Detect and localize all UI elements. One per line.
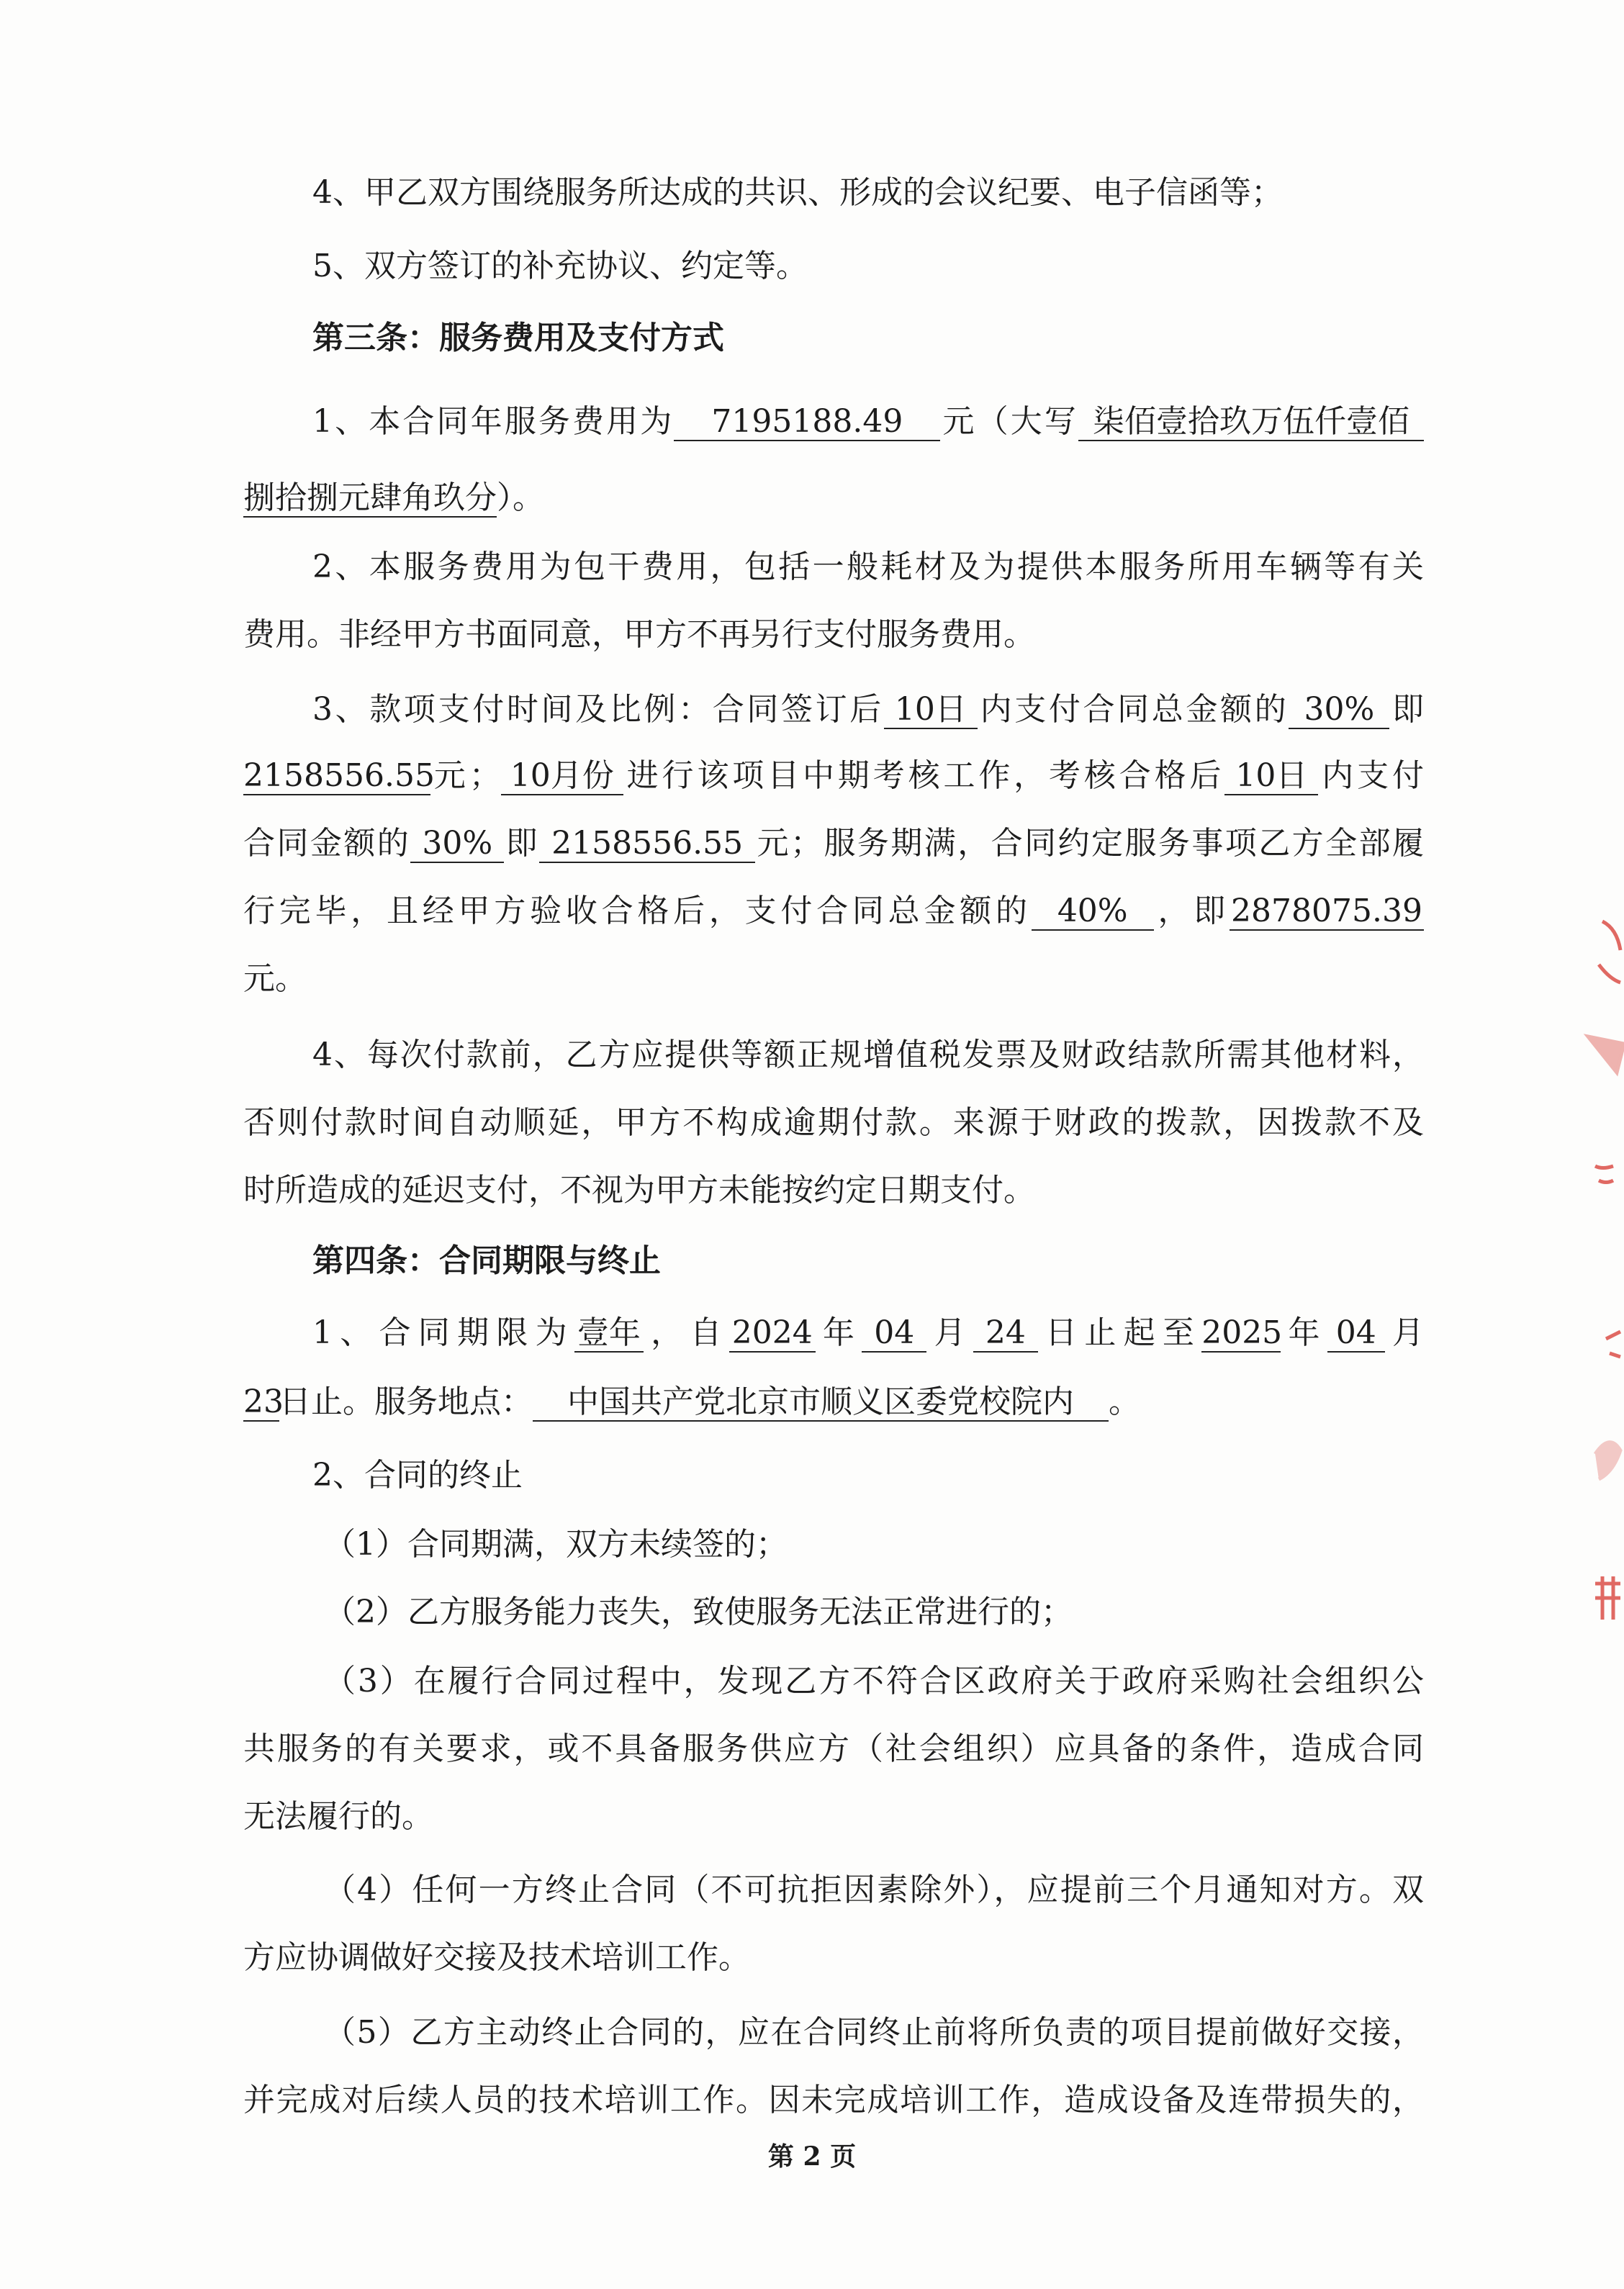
- start-month: 04: [862, 1315, 926, 1353]
- clause-text: 1、本合同年服务费用为 7195188.49 元（大写 柒佰壹拾玖万伍仟壹佰: [312, 400, 1424, 443]
- fee-chinese: 柒佰壹拾玖万伍仟壹佰: [1078, 404, 1424, 441]
- clause-text: 行完毕，且经甲方验收合格后，支付合同总金额的 40% ，即2878075.39: [243, 890, 1424, 933]
- clause-text: 无法履行的。: [243, 1798, 433, 1835]
- fee-chinese: 捌拾捌元肆角玖分: [243, 479, 497, 516]
- payment-amount: 2158556.55: [243, 757, 435, 794]
- clause-text: 4、甲乙双方围绕服务所达成的共识、形成的会议纪要、电子信函等；: [312, 174, 1283, 211]
- payment-percent: 30%: [410, 826, 504, 863]
- clause-text: （5）乙方主动终止合同的，应在合同终止前将所负责的项目提前做好交接，: [324, 2014, 1424, 2051]
- payment-days: 10日: [1224, 758, 1318, 795]
- payment-percent: 30%: [1289, 692, 1389, 729]
- article-heading: 第三条：服务费用及支付方式: [312, 320, 724, 356]
- page-number: 第 2 页: [767, 2141, 857, 2172]
- clause-text: 5、双方签订的补充协议、约定等。: [312, 248, 808, 284]
- clause-text: 否则付款时间自动顺延，甲方不构成逾期付款。来源于财政的拨款，因拨款不及: [243, 1104, 1424, 1141]
- clause-text: 时所造成的延迟支付，不视为甲方未能按约定日期支付。: [243, 1172, 1035, 1209]
- clause-text: 2158556.55元； 10月份 进行该项目中期考核工作，考核合格后 10日 内支付: [243, 757, 1425, 794]
- seal-stamp-fragment: [1574, 878, 1624, 1706]
- article-heading: 第四条：合同期限与终止: [312, 1242, 661, 1279]
- clause-text: 共服务的有关要求，或不具备服务供应方（社会组织）应具备的条件，造成合同: [243, 1730, 1424, 1767]
- contract-term: 壹年: [574, 1315, 644, 1353]
- clause-text: 2、本服务费用为包干费用，包括一般耗材及为提供本服务所用车辆等有关: [312, 548, 1424, 585]
- payment-amount: 2158556.55: [539, 826, 755, 863]
- end-month: 04: [1327, 1315, 1385, 1353]
- clause-text: 合同金额的 30% 即 2158556.55 元；服务期满，合同约定服务事项乙方全部履: [243, 825, 1425, 862]
- clause-text: 费用。非经甲方书面同意，甲方不再另行支付服务费用。: [243, 616, 1035, 653]
- end-day: 23: [243, 1383, 284, 1420]
- start-year: 2024: [729, 1315, 816, 1353]
- clause-text: 并完成对后续人员的技术培训工作。因未完成培训工作，造成设备及连带损失的，: [243, 2082, 1424, 2118]
- fee-amount: 7195188.49: [674, 404, 940, 441]
- payment-days: 10日: [884, 692, 978, 729]
- clause-text: （4）任何一方终止合同（不可抗拒因素除外），应提前三个月通知对方。双: [324, 1872, 1424, 1908]
- clause-text: 4、每次付款前，乙方应提供等额正规增值税发票及财政结款所需其他材料，: [312, 1037, 1424, 1073]
- clause-text: 捌拾捌元肆角玖分）。: [243, 479, 544, 516]
- start-day: 24: [973, 1315, 1038, 1353]
- clause-text: （2）乙方服务能力丧失，致使服务无法正常进行的；: [324, 1594, 1073, 1630]
- payment-percent: 40%: [1032, 893, 1154, 931]
- clause-text: 1、合同期限为壹年，自2024年 04 月 24 日止起至2025年 04 月: [312, 1314, 1425, 1351]
- clause-text: 23日止。服务地点： 中国共产党北京市顺义区委党校院内 。: [243, 1383, 1140, 1420]
- clause-text: 元。: [243, 960, 307, 997]
- end-year: 2025: [1201, 1314, 1283, 1351]
- clause-text: （1）合同期满，双方未续签的；: [324, 1526, 788, 1563]
- service-place: 中国共产党北京市顺义区委党校院内: [533, 1384, 1109, 1422]
- review-month: 10月份: [501, 758, 623, 795]
- payment-amount: 2878075.39: [1230, 893, 1424, 931]
- clause-text: 3、款项支付时间及比例：合同签订后 10日 内支付合同总金额的 30% 即: [312, 691, 1425, 728]
- clause-text: （3）在履行合同过程中，发现乙方不符合区政府关于政府采购社会组织公: [324, 1663, 1424, 1699]
- clause-text: 2、合同的终止: [312, 1457, 523, 1494]
- clause-text: 方应协调做好交接及技术培训工作。: [243, 1939, 750, 1976]
